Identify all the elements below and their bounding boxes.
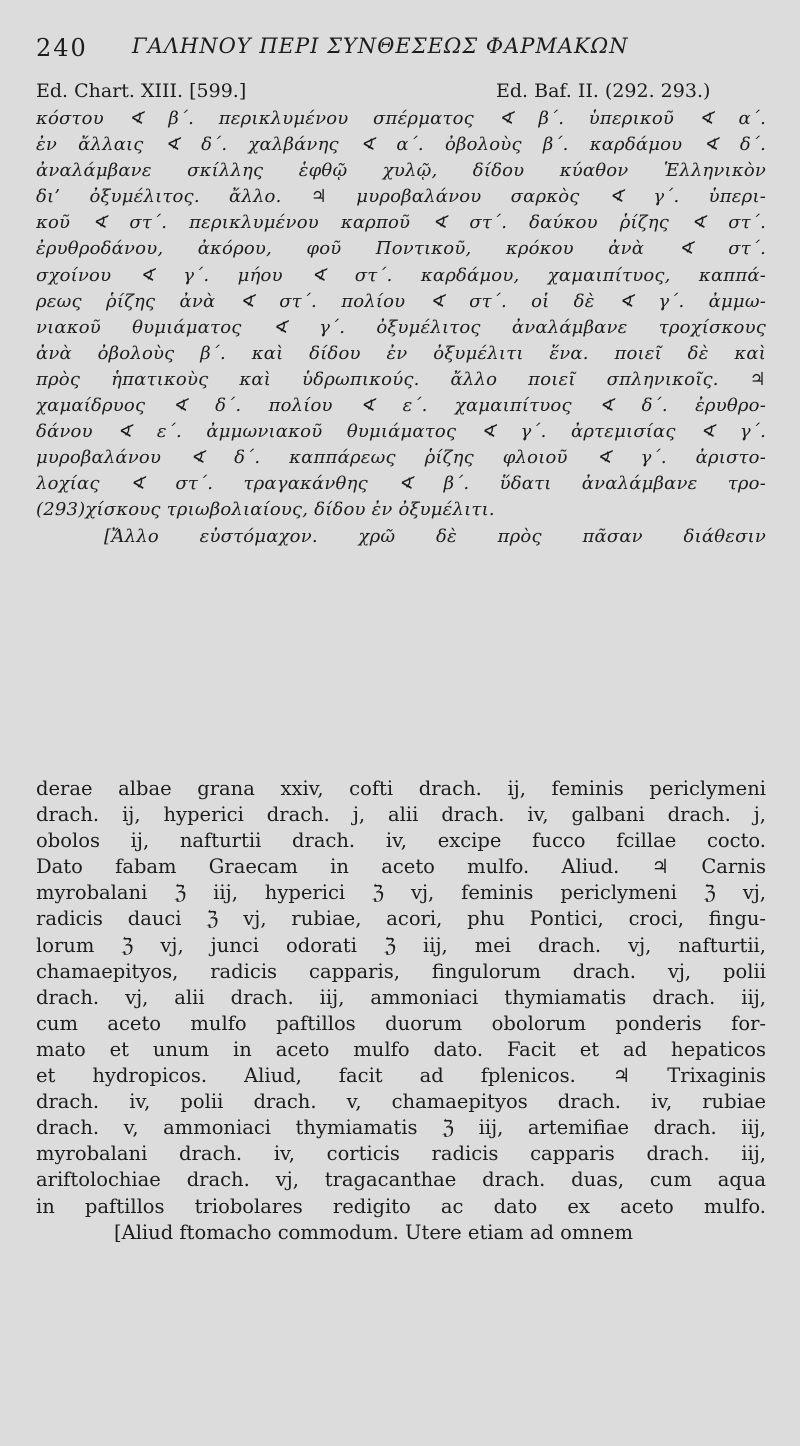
edition-basel-reference: Ed. Baf. II. (292. 293.) bbox=[496, 80, 711, 102]
latin-line: chamaepityos, radicis capparis, fingulorum drach. vj, polii bbox=[36, 959, 766, 983]
latin-line: myrobalani ℨ iij, hyperici ℨ vj, feminis periclymeni ℨ vj, bbox=[36, 881, 766, 905]
greek-line: (293)χίσκους τριωβολιαίους, δίδου ἐν ὀξυμέλιτι. bbox=[36, 499, 495, 521]
latin-line: drach. v, ammoniaci thymiamatis ℨ iij, artemifiae drach. iij, bbox=[36, 1116, 766, 1140]
edition-chart-reference: Ed. Chart. XIII. [599.] bbox=[36, 80, 247, 102]
latin-line: radicis dauci ℨ vj, rubiae, acori, phu Pontici, croci, fingu- bbox=[36, 907, 766, 931]
greek-line: λοχίας ∢ στ΄. τραγακάνθης ∢ β΄. ὕδατι ἀναλάμβανε τρο- bbox=[36, 473, 766, 495]
latin-line: lorum ℨ vj, junci odorati ℨ iij, mei drach. vj, nafturtii, bbox=[36, 933, 766, 957]
page-number: 240 bbox=[36, 34, 88, 62]
greek-line: δάνου ∢ ε΄. ἀμμωνιακοῦ θυμιάματος ∢ γ΄. ἀρτεμισίας ∢ γ΄. bbox=[36, 421, 766, 443]
latin-line: [Aliud ftomacho commodum. Utere etiam ad omnem bbox=[114, 1220, 633, 1244]
running-head bbox=[36, 30, 776, 66]
greek-line: ρεως ῥίζης ἀνὰ ∢ στ΄. πολίου ∢ στ΄. οἱ δὲ ∢ γ΄. ἀμμω- bbox=[36, 290, 766, 312]
greek-line: ἐρυθροδάνου, ἀκόρου, φοῦ Ποντικοῦ, κρόκου ἀνὰ ∢ στ΄. bbox=[36, 238, 766, 260]
greek-line: ἐν ἄλλαις ∢ δ΄. χαλβάνης ∢ α΄. ὀβολοὺς β΄. καρδάμου ∢ δ΄. bbox=[36, 134, 766, 156]
greek-line: νιακοῦ θυμιάματος ∢ γ΄. ὀξυμέλιτος ἀναλάμβανε τροχίσκους bbox=[36, 316, 766, 338]
latin-line: et hydropicos. Aliud, facit ad fplenicos. ♃ Trixaginis bbox=[36, 1064, 766, 1088]
latin-line: drach. ij, hyperici drach. j, alii drach. iv, galbani drach. j, bbox=[36, 803, 766, 827]
latin-line: in paftillos triobolares redigito ac dato ex aceto mulfo. bbox=[36, 1194, 766, 1218]
latin-line: ariftolochiae drach. vj, tragacanthae drach. duas, cum aqua bbox=[36, 1168, 766, 1192]
latin-text-block bbox=[36, 776, 766, 1246]
greek-line: δι’ ὀξυμέλιτος. ἄλλο. ♃ μυροβαλάνου σαρκὸς ∢ γ΄. ὑπερι- bbox=[36, 186, 766, 208]
greek-line: [Ἄλλο εὐστόμαχον. χρῶ δὲ πρὸς πᾶσαν διάθεσιν bbox=[104, 525, 766, 547]
latin-line: cum aceto mulfo paftillos duorum obolorum ponderis for- bbox=[36, 1011, 766, 1035]
running-title: ΓΑΛΗΝΟΥ ΠΕΡΙ ΣΥΝΘΕΣΕΩΣ ΦΑΡΜΑΚΩΝ bbox=[132, 34, 629, 58]
latin-line: derae albae grana xxiv, cofti drach. ij, feminis periclymeni bbox=[36, 777, 766, 800]
greek-line: κοῦ ∢ στ΄. περικλυμένου καρποῦ ∢ στ΄. δαύκου ῥίζης ∢ στ΄. bbox=[36, 212, 766, 234]
greek-line: πρὸς ἡπατικοὺς καὶ ὑδρωπικούς. ἄλλο ποιεῖ σπληνικοῖς. ♃ bbox=[36, 368, 766, 390]
greek-line: σχοίνου ∢ γ΄. μήου ∢ στ΄. καρδάμου, χαμαιπίτυος, καππά- bbox=[36, 264, 766, 286]
latin-line: drach. iv, polii drach. v, chamaepityos drach. iv, rubiae bbox=[36, 1090, 766, 1114]
latin-line: mato et unum in aceto mulfo dato. Facit et ad hepaticos bbox=[36, 1037, 766, 1061]
greek-line: κόστου ∢ β΄. περικλυμένου σπέρματος ∢ β΄. ὑπερικοῦ ∢ α΄. bbox=[36, 108, 766, 129]
greek-line: μυροβαλάνου ∢ δ΄. καππάρεως ῥίζης φλοιοῦ ∢ γ΄. ἀριστο- bbox=[36, 447, 766, 469]
latin-line: myrobalani drach. iv, corticis radicis capparis drach. iij, bbox=[36, 1142, 766, 1166]
latin-line: Dato fabam Graecam in aceto mulfo. Aliud. ♃ Carnis bbox=[36, 855, 766, 879]
greek-line: χαμαίδρυος ∢ δ΄. πολίου ∢ ε΄. χαμαιπίτυος ∢ δ΄. ἐρυθρο- bbox=[36, 395, 766, 417]
latin-line: obolos ij, nafturtii drach. iv, excipe fucco fcillae cocto. bbox=[36, 829, 766, 853]
greek-line: ἀναλάμβανε σκίλλης ἑφθῷ χυλῷ, δίδου κύαθον Ἑλληνικὸν bbox=[36, 160, 766, 182]
greek-text-block bbox=[36, 106, 766, 550]
edition-references bbox=[36, 80, 776, 108]
latin-line: drach. vj, alii drach. iij, ammoniaci thymiamatis drach. iij, bbox=[36, 985, 766, 1009]
greek-line: ἀνὰ ὀβολοὺς β΄. καὶ δίδου ἐν ὀξυμέλιτι ἕνα. ποιεῖ δὲ καὶ bbox=[36, 342, 766, 364]
